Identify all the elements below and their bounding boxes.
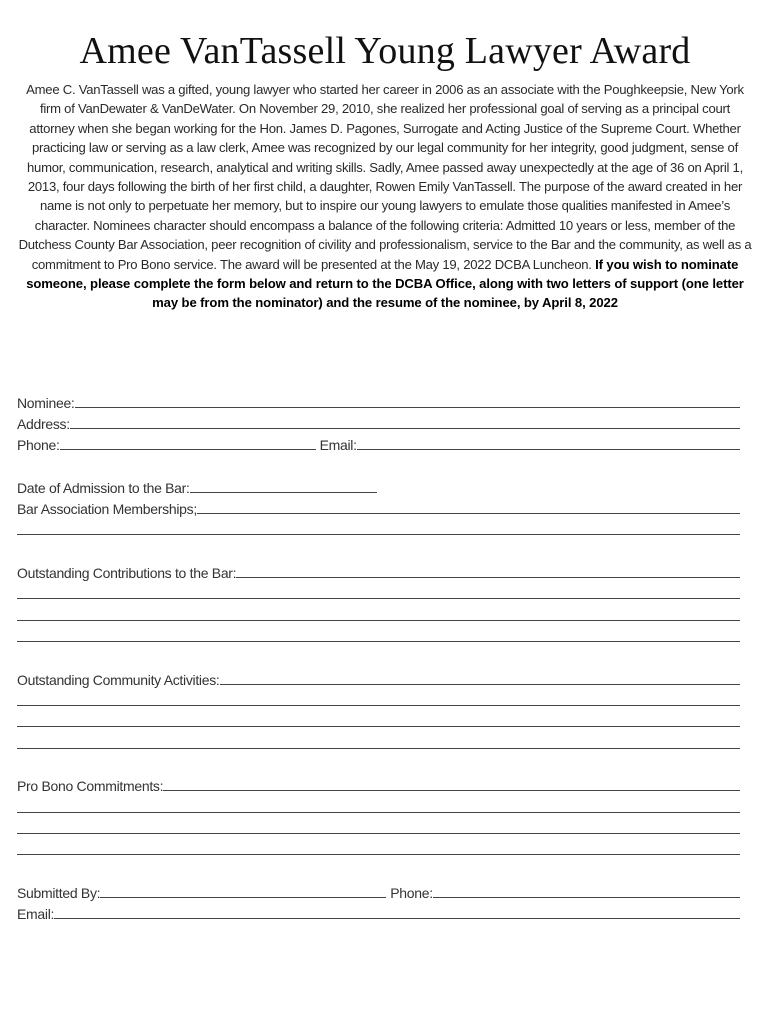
contributions-field[interactable] bbox=[17, 560, 740, 581]
address-line[interactable] bbox=[70, 428, 740, 429]
community-line-2[interactable] bbox=[17, 705, 740, 706]
pro-bono-label: Pro Bono Commitments: bbox=[17, 778, 164, 794]
phone-email-row bbox=[17, 432, 740, 453]
community-label: Outstanding Community Activities: bbox=[17, 672, 220, 688]
submitter-phone-label: Phone: bbox=[390, 885, 433, 901]
contributions-line[interactable] bbox=[236, 577, 740, 578]
submitted-by-line[interactable] bbox=[100, 897, 386, 898]
pro-bono-extra-row[interactable] bbox=[17, 795, 740, 816]
pro-bono-extra-row[interactable] bbox=[17, 837, 740, 858]
address-field[interactable] bbox=[17, 411, 740, 432]
contributions-line-4[interactable] bbox=[17, 641, 740, 642]
admission-date-field[interactable] bbox=[17, 475, 740, 496]
award-description-body: Amee C. VanTassell was a gifted, young lawyer who started her career in 2006 as an associate with the Poughkeepsie, New York firm of VanDewater & VanDeWater. On November 29, 2010, she realized her professional goal of serving as a principal court attorney when she began working for the Hon. James D. Pagones, Surrogate and Acting Justice of the Supreme Court. Whether practicing law or serving as a law clerk, Amee was recognized by our legal community for her integrity, good judgment, sense of humor, communication, research, analytical and writing skills. Sadly, Amee passed away unexpectedly at the age of 36 on April 1, 2013, four days following the birth of her first child, a daughter, Rowen Emily VanTassell. The purpose of the award created in her name is not only to perpetuate her memory, but to inspire our young lawyers to emulate those qualities manifested in Amee’s character. Nominees character should encompass a balance of the following criteria: Admitted 10 years or less, member of the Dutchess County Bar Association, peer recognition of civility and professionalism, service to the Bar and the community, as well as a commitment to Pro Bono service. The award will be presented at the May 19, 2022 DCBA Luncheon. bbox=[18, 82, 752, 272]
community-extra-row[interactable] bbox=[17, 709, 740, 730]
pro-bono-field[interactable] bbox=[17, 773, 740, 794]
contributions-extra-row[interactable] bbox=[17, 581, 740, 602]
nominee-label: Nominee: bbox=[17, 395, 75, 411]
pro-bono-line[interactable] bbox=[163, 790, 740, 791]
contributions-extra-row[interactable] bbox=[17, 603, 740, 624]
nomination-instructions: If you wish to nominate someone, please complete the form below and return to the DCBA Office, along with two letters of support (one letter may be from the nominator) and the resume of the nominee, by April 8, 2022 bbox=[26, 256, 744, 311]
phone-label: Phone: bbox=[17, 437, 60, 453]
admission-date-label: Date of Admission to the Bar: bbox=[17, 480, 190, 496]
contributions-extra-row[interactable] bbox=[17, 624, 740, 645]
nominee-line[interactable] bbox=[75, 407, 740, 408]
contributions-line-2[interactable] bbox=[17, 598, 740, 599]
submitted-by-label: Submitted By: bbox=[17, 885, 101, 901]
submitter-email-field[interactable] bbox=[17, 901, 740, 922]
submitter-email-line[interactable] bbox=[54, 918, 740, 919]
contributions-label: Outstanding Contributions to the Bar: bbox=[17, 565, 237, 581]
community-line-4[interactable] bbox=[17, 748, 740, 749]
email-label: Email: bbox=[319, 437, 357, 453]
award-description bbox=[16, 80, 754, 313]
memberships-label: Bar Association Memberships; bbox=[17, 501, 197, 517]
memberships-line[interactable] bbox=[197, 513, 740, 514]
page-title: Amee VanTassell Young Lawyer Award bbox=[79, 30, 691, 72]
memberships-field[interactable] bbox=[17, 496, 740, 517]
pro-bono-extra-row[interactable] bbox=[17, 816, 740, 837]
submitter-phone-line[interactable] bbox=[433, 897, 740, 898]
pro-bono-line-4[interactable] bbox=[17, 854, 740, 855]
submitter-row bbox=[17, 880, 740, 901]
community-line[interactable] bbox=[220, 684, 740, 685]
contributions-line-3[interactable] bbox=[17, 620, 740, 621]
address-label: Address: bbox=[17, 416, 70, 432]
community-extra-row[interactable] bbox=[17, 688, 740, 709]
community-line-3[interactable] bbox=[17, 726, 740, 727]
community-extra-row[interactable] bbox=[17, 731, 740, 752]
email-line[interactable] bbox=[357, 449, 740, 450]
community-field[interactable] bbox=[17, 667, 740, 688]
admission-date-line[interactable] bbox=[190, 492, 377, 493]
nominee-field[interactable] bbox=[17, 390, 740, 411]
submitter-email-label: Email: bbox=[17, 906, 55, 922]
pro-bono-line-3[interactable] bbox=[17, 833, 740, 834]
memberships-extra-row[interactable] bbox=[17, 517, 740, 538]
memberships-line-2[interactable] bbox=[17, 534, 740, 535]
pro-bono-line-2[interactable] bbox=[17, 812, 740, 813]
phone-line[interactable] bbox=[60, 449, 316, 450]
